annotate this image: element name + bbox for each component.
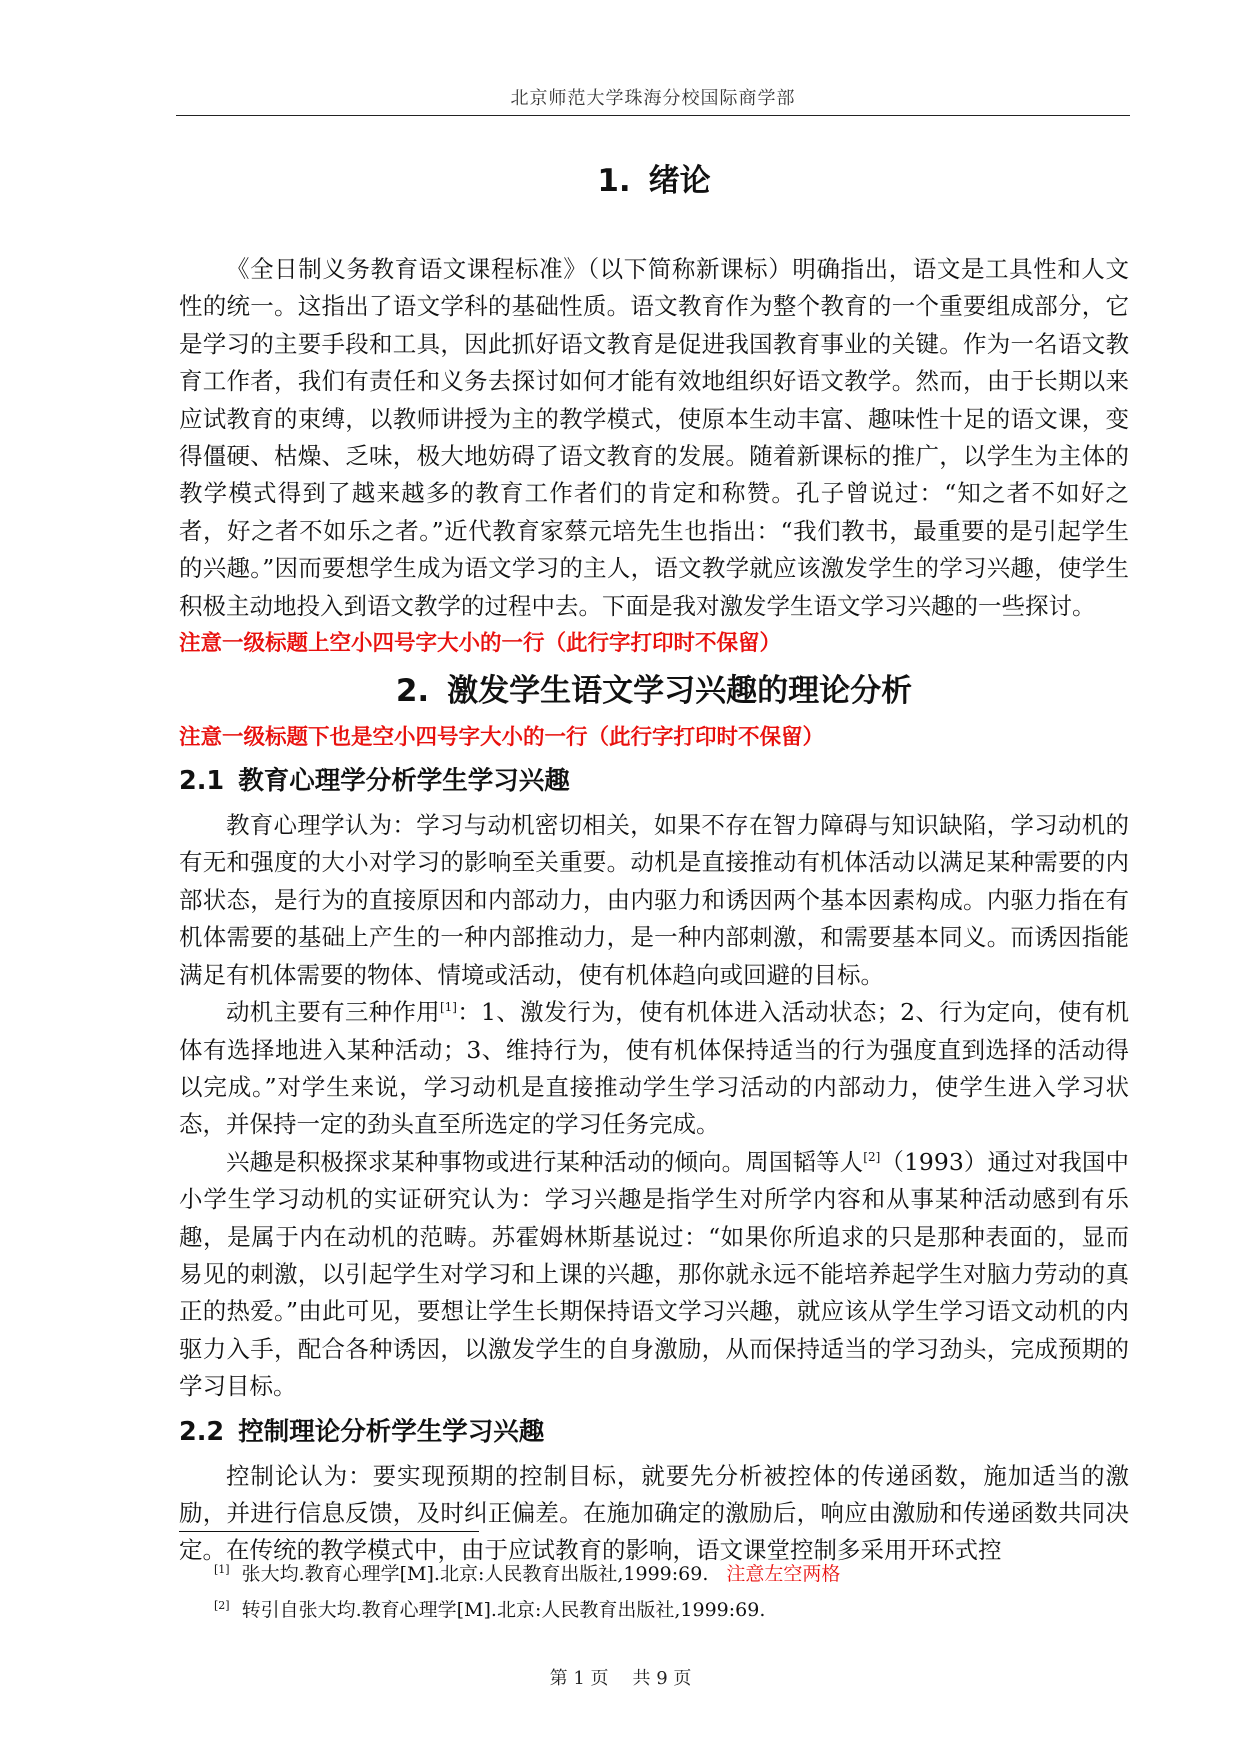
- footnote-2: [214, 1592, 1114, 1628]
- section-2-1-paragraph-2: [179, 994, 1129, 1144]
- section-2-1-heading: [179, 759, 1129, 803]
- section-2-heading: [179, 665, 1129, 717]
- page-footer: [0, 1664, 1241, 1690]
- page-number: 第 1 页: [549, 1668, 609, 1689]
- page-content: [179, 155, 1129, 1570]
- footnotes: [214, 1556, 1114, 1628]
- section-2-2-title: 控制理论分析学生学习兴趣: [238, 1416, 545, 1447]
- section-1-heading: [179, 155, 1129, 207]
- header-rule: [176, 115, 1130, 116]
- section-2-2-paragraph-1: 控制论认为：要实现预期的控制目标，就要先分析被控体的传递函数，施加适当的激励，并进行信息反馈，及时纠正偏差。在施加确定的激励后，响应由激励和传递函数共同决定。在传统的教学模式中，由于应试教育的影响，语文课堂控制多采用开环式控: [179, 1461, 1129, 1565]
- section-2-2-heading: [179, 1410, 1129, 1454]
- section-2-number: 2.: [395, 673, 430, 710]
- footnote-separator: [179, 1531, 479, 1532]
- footnote-text: 张大均.教育心理学[M].北京:人民教育出版社,1999:69.: [241, 1563, 709, 1585]
- paragraph-text: 动机主要有三种作用: [226, 998, 440, 1027]
- footnote-mark: [1]: [214, 1562, 230, 1576]
- paragraph-text: ：1、激发行为，使有机体进入活动状态；2、行为定向，使有机体有选择地进入某种活动；3、维持行为，使有机体保持适当的行为强度直到选择的活动得以完成。”对学生来说，学习动机是直接推动学生学习活动的内部动力，使学生进入学习状态，并保持一定的劲头直至所选定的学习任务完成。: [179, 998, 1130, 1139]
- footnote-1: [214, 1556, 1114, 1592]
- section-2-title: 激发学生语文学习兴趣的理论分析: [447, 673, 913, 710]
- paragraph-text: 兴趣是积极探求某种事物或进行某种活动的倾向。周国韬等人: [226, 1147, 864, 1176]
- section-1-number: 1.: [597, 163, 631, 199]
- note-above-heading: 注意一级标题上空小四号字大小的一行（此行字打印时不保留）: [179, 631, 782, 657]
- section-2-1-number: 2.1: [179, 766, 225, 797]
- footnote-ref-2[interactable]: [2]: [863, 1149, 881, 1164]
- section-2-1-paragraph-1: 教育心理学认为：学习与动机密切相关，如果不存在智力障碍与知识缺陷，学习动机的有无和强度的大小对学习的影响至关重要。动机是直接推动有机体活动以满足某种需要的内部状态，是行为的直接原因和内部动力，由内驱力和诱因两个基本因素构成。内驱力指在有机体需要的基础上产生的一种内部推动力，是一种内部刺激，和需要基本同义。而诱因指能满足有机体需要的物体、情境或活动，使有机体趋向或回避的目标。: [179, 811, 1129, 989]
- note-below-heading: 注意一级标题下也是空小四号字大小的一行（此行字打印时不保留）: [179, 725, 825, 751]
- footnote-mark: [2]: [214, 1598, 230, 1612]
- footnote-text: 转引自张大均.教育心理学[M].北京:人民教育出版社,1999:69.: [241, 1599, 766, 1621]
- footnote-ref-1[interactable]: [1]: [439, 1000, 457, 1015]
- footnote-note: 注意左空两格: [726, 1563, 841, 1585]
- section-2-1-paragraph-3: [179, 1144, 1129, 1406]
- page-header: 北京师范大学珠海分校国际商学部: [510, 88, 796, 109]
- section-2-1-title: 教育心理学分析学生学习兴趣: [238, 766, 570, 797]
- section-2-2-number: 2.2: [179, 1416, 225, 1447]
- section-1-paragraph: 《全日制义务教育语文课程标准》（以下简称新课标）明确指出，语文是工具性和人文性的统一。这指出了语文学科的基础性质。语文教育作为整个教育的一个重要组成部分，它是学习的主要手段和工具，因此抓好语文教育是促进我国教育事业的关键。作为一名语文教育工作者，我们有责任和义务去探讨如何才能有效地组织好语文教学。然而，由于长期以来应试教育的束缚，以教师讲授为主的教学模式，使原本生动丰富、趣味性十足的语文课，变得僵硬、枯燥、乏味，极大地妨碍了语文教育的发展。随着新课标的推广，以学生为主体的教学模式得到了越来越多的教育工作者们的肯定和称赞。孔子曾说过：“知之者不如好之者，好之者不如乐之者。”近代教育家蔡元培先生也指出：“我们教书，最重要的是引起学生的兴趣。”因而要想学生成为语文学习的主人，语文教学就应该激发学生的学习兴趣，使学生积极主动地投入到语文教学的过程中去。下面是我对激发学生语文学习兴趣的一些探讨。: [179, 255, 1129, 620]
- page-total: 共 9 页: [632, 1668, 692, 1689]
- paragraph-text: （1993）通过对我国中小学生学习动机的实证研究认为：学习兴趣是指学生对所学内容和从事某种活动感到有乐趣，是属于内在动机的范畴。苏霍姆林斯基说过：“如果你所追求的只是那种表面的，显而易见的刺激，以引起学生对学习和上课的兴趣，那你就永远不能培养起学生对脑力劳动的真正的热爱。”由此可见，要想让学生长期保持语文学习兴趣，就应该从学生学习语文动机的内驱力入手，配合各种诱因，以激发学生的自身激励，从而保持适当的学习劲头，完成预期的学习目标。: [179, 1147, 1129, 1401]
- section-1-title: 绪论: [648, 163, 711, 199]
